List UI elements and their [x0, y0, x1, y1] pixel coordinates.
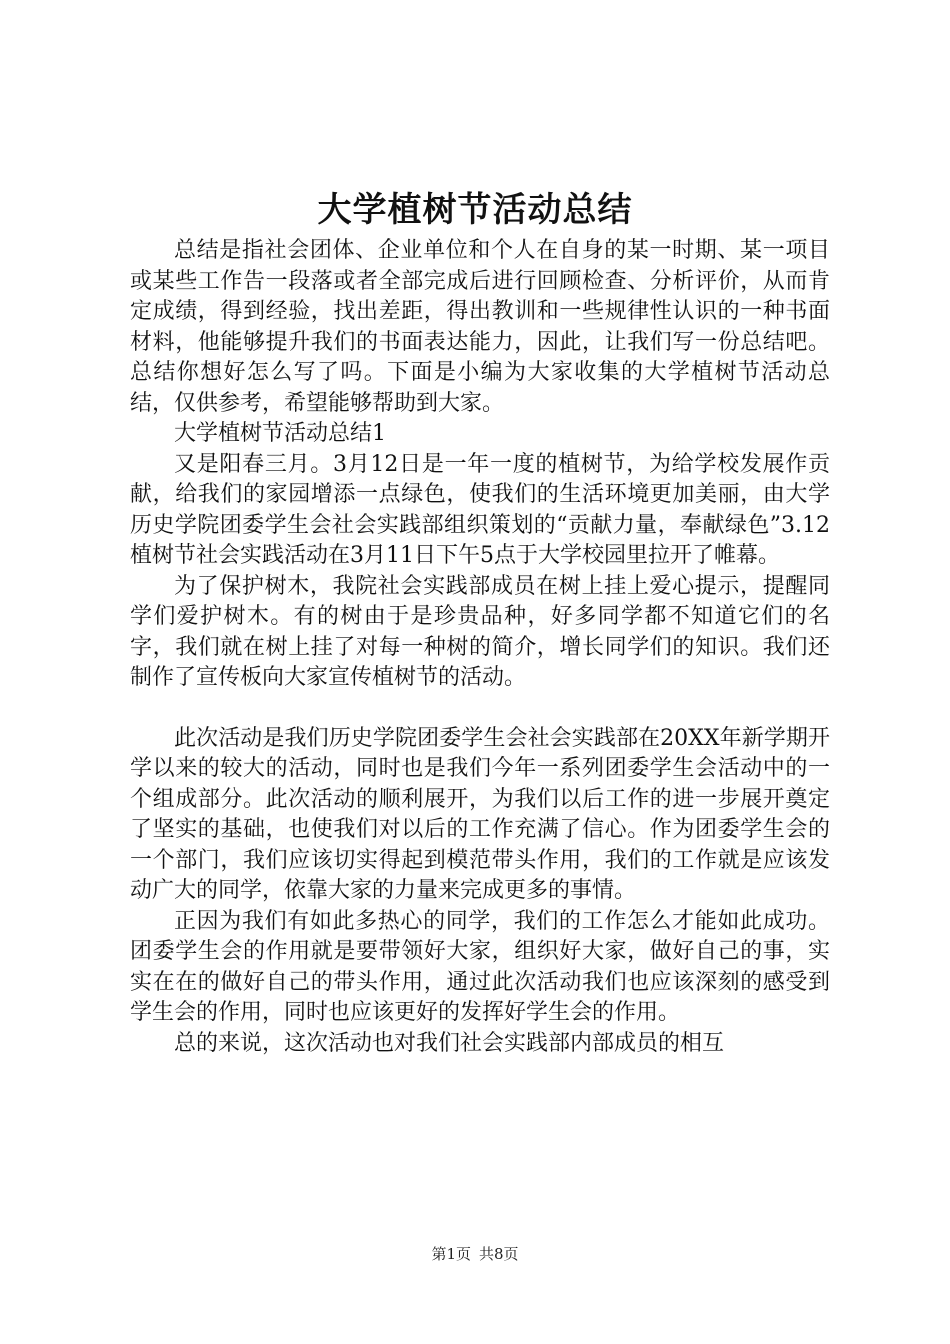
document-title: 大学植树节活动总结	[317, 190, 633, 230]
page-total: 共8页	[479, 1245, 519, 1263]
body-paragraph: 正因为我们有如此多热心的同学，我们的工作怎么才能如此成功。团委学生会的作用就是要带领好大家，组织好大家，做好自己的事，实实在在的做好自己的带头作用，通过此次活动我们也应该深刻的感受到学生会的作用，同时也应该更好的发挥好学生会的作用。	[130, 908, 830, 1025]
section-heading: 大学植树节活动总结1	[174, 421, 386, 446]
body-paragraph: 又是阳春三月。3月12日是一年一度的植树节，为给学校发展作贡献，给我们的家园增添一点绿色，使我们的生活环境更加美丽，由大学历史学院团委学生会社会实践部组织策划的“贡献力量，奉献绿色”3.12植树节社会实践活动在3月11日下午5点于大学校园里拉开了帷幕。	[130, 451, 830, 568]
intro-paragraph: 总结是指社会团体、企业单位和个人在自身的某一时期、某一项目或某些工作告一段落或者全部完成后进行回顾检查、分析评价，从而肯定成绩，得到经验，找出差距，得出教训和一些规律性认识的一种书面材料，他能够提升我们的书面表达能力，因此，让我们写一份总结吧。总结你想好怎么写了吗。下面是小编为大家收集的大学植树节活动总结，仅供参考，希望能够帮助到大家。	[130, 238, 830, 416]
body-paragraph: 总的来说，这次活动也对我们社会实践部内部成员的相互	[174, 1030, 725, 1056]
document-body	[130, 236, 830, 1059]
page-number: 第1页	[431, 1245, 471, 1263]
page-footer	[0, 1244, 950, 1264]
body-paragraph: 为了保护树木，我院社会实践部成员在树上挂上爱心提示，提醒同学们爱护树木。有的树由于是珍贵品种，好多同学都不知道它们的名字，我们就在树上挂了对每一种树的简介，增长同学们的知识。我们还制作了宣传板向大家宣传植树节的活动。	[130, 573, 830, 690]
body-paragraph: 此次活动是我们历史学院团委学生会社会实践部在20XX年新学期开学以来的较大的活动，同时也是我们今年一系列团委学生会活动中的一个组成部分。此次活动的顺利展开，为我们以后工作的进一步展开奠定了坚实的基础，也使我们对以后的工作充满了信心。作为团委学生会的一个部门，我们应该切实得起到模范带头作用，我们的工作就是应该发动广大的同学，依靠大家的力量来完成更多的事情。	[130, 725, 830, 903]
